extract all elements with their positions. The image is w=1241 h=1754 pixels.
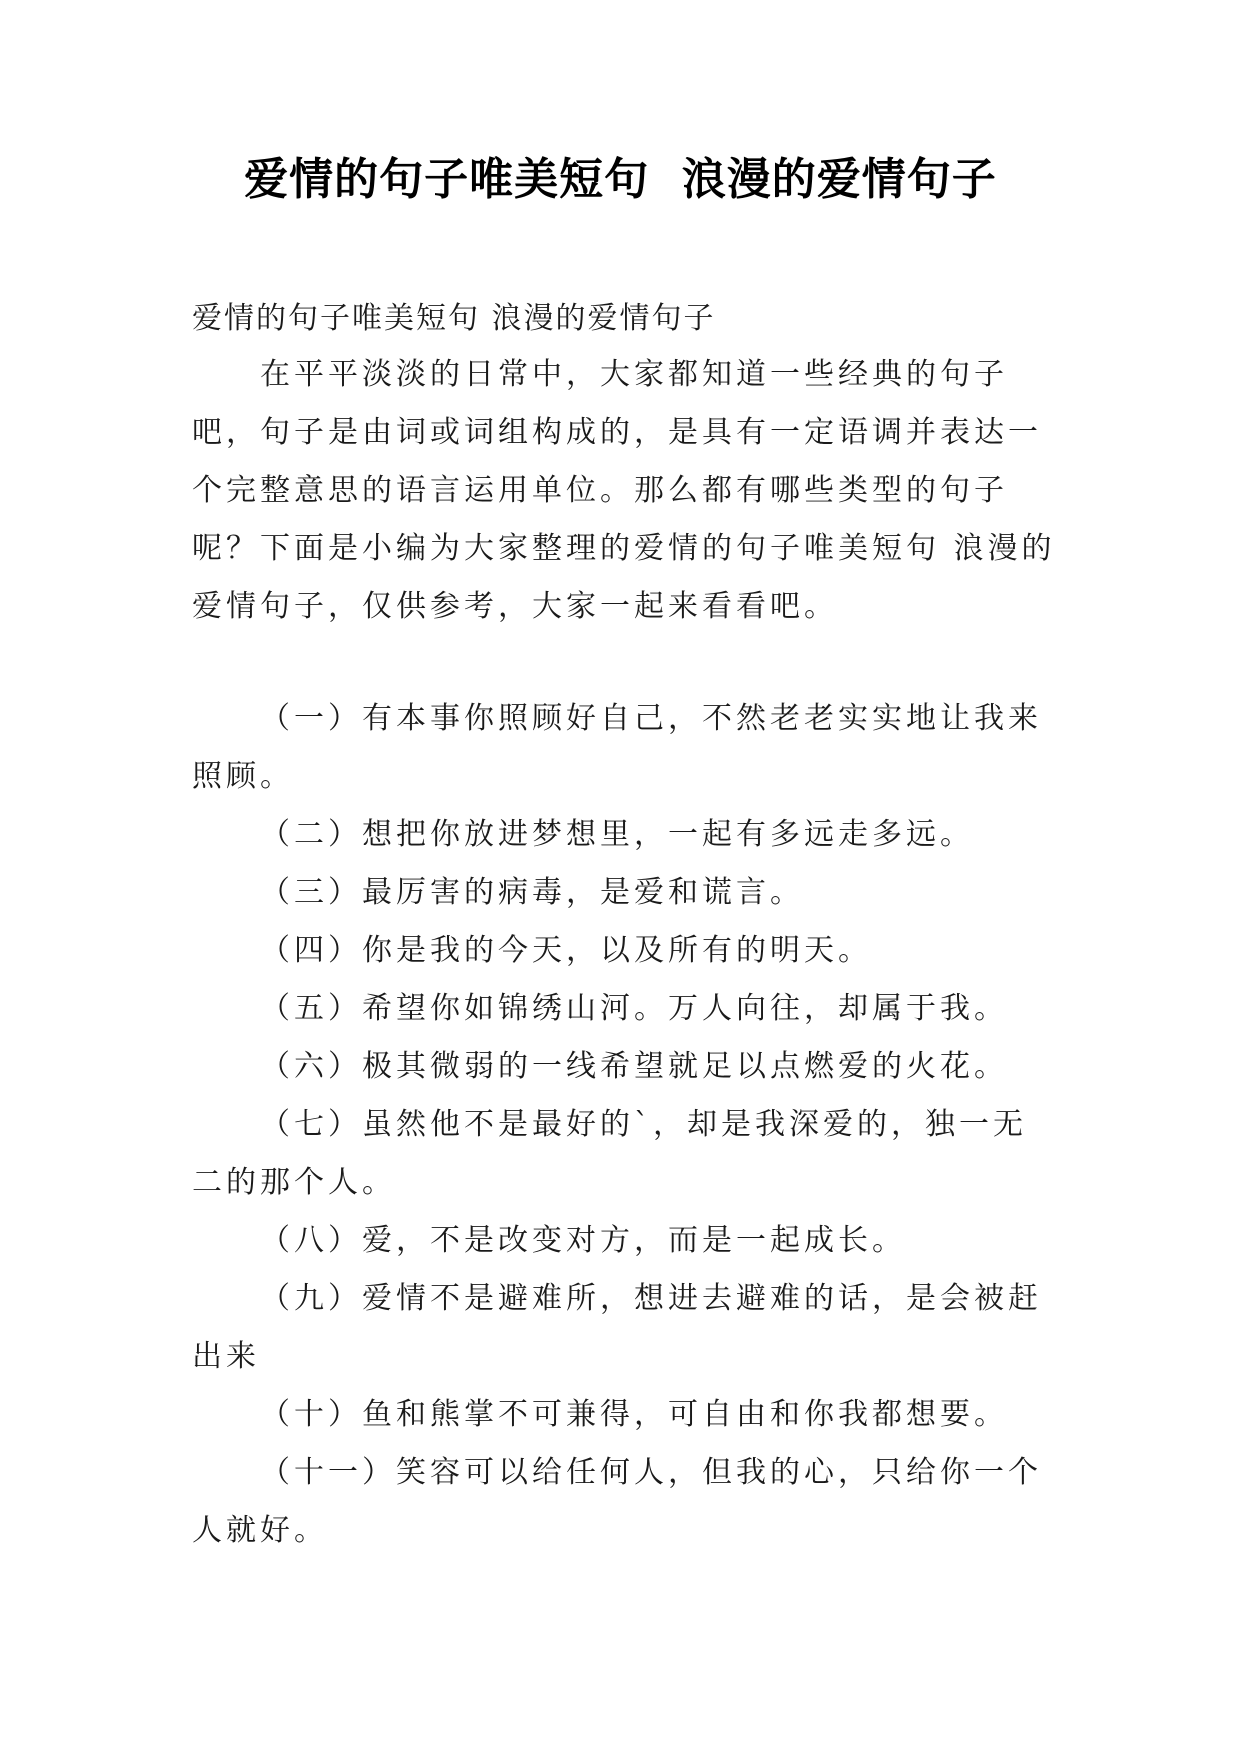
intro-paragraph: 在平平淡淡的日常中，大家都知道一些经典的句子吧，句子是由词或词组构成的，是具有一定语调并表达一个完整意思的语言运用单位。那么都有哪些类型的句子呢？下面是小编为大家整理的爱情的句子唯美短句 浪漫的爱情句子，仅供参考，大家一起来看看吧。 [192,357,1056,624]
list-item: （三）最厉害的病毒，是爱和谎言。 [260,875,804,910]
list-item: （九）爱情不是避难所，想进去避难的话，是会被赶出来 [192,1281,1042,1374]
document-subtitle: 爱情的句子唯美短句 浪漫的爱情句子 [192,301,716,336]
list-item: （一）有本事你照顾好自己，不然老老实实地让我来照顾。 [192,701,1042,794]
document-title: 爱情的句子唯美短句 浪漫的爱情句子 [244,154,997,205]
list-item: （五）希望你如锦绣山河。万人向往，却属于我。 [260,991,1008,1026]
list-item: （二）想把你放进梦想里，一起有多远走多远。 [260,817,974,852]
list-item: （四）你是我的今天，以及所有的明天。 [260,933,872,968]
list-item: （八）爱，不是改变对方，而是一起成长。 [260,1223,906,1258]
list-item: （十一）笑容可以给任何人，但我的心，只给你一个人就好。 [192,1455,1042,1548]
sentence-list [192,690,1060,1560]
list-item: （六）极其微弱的一线希望就足以点燃爱的火花。 [260,1049,1008,1084]
list-item: （十）鱼和熊掌不可兼得，可自由和你我都想要。 [260,1397,1008,1432]
list-item: （七）虽然他不是最好的`，却是我深爱的，独一无二的那个人。 [192,1107,1027,1200]
